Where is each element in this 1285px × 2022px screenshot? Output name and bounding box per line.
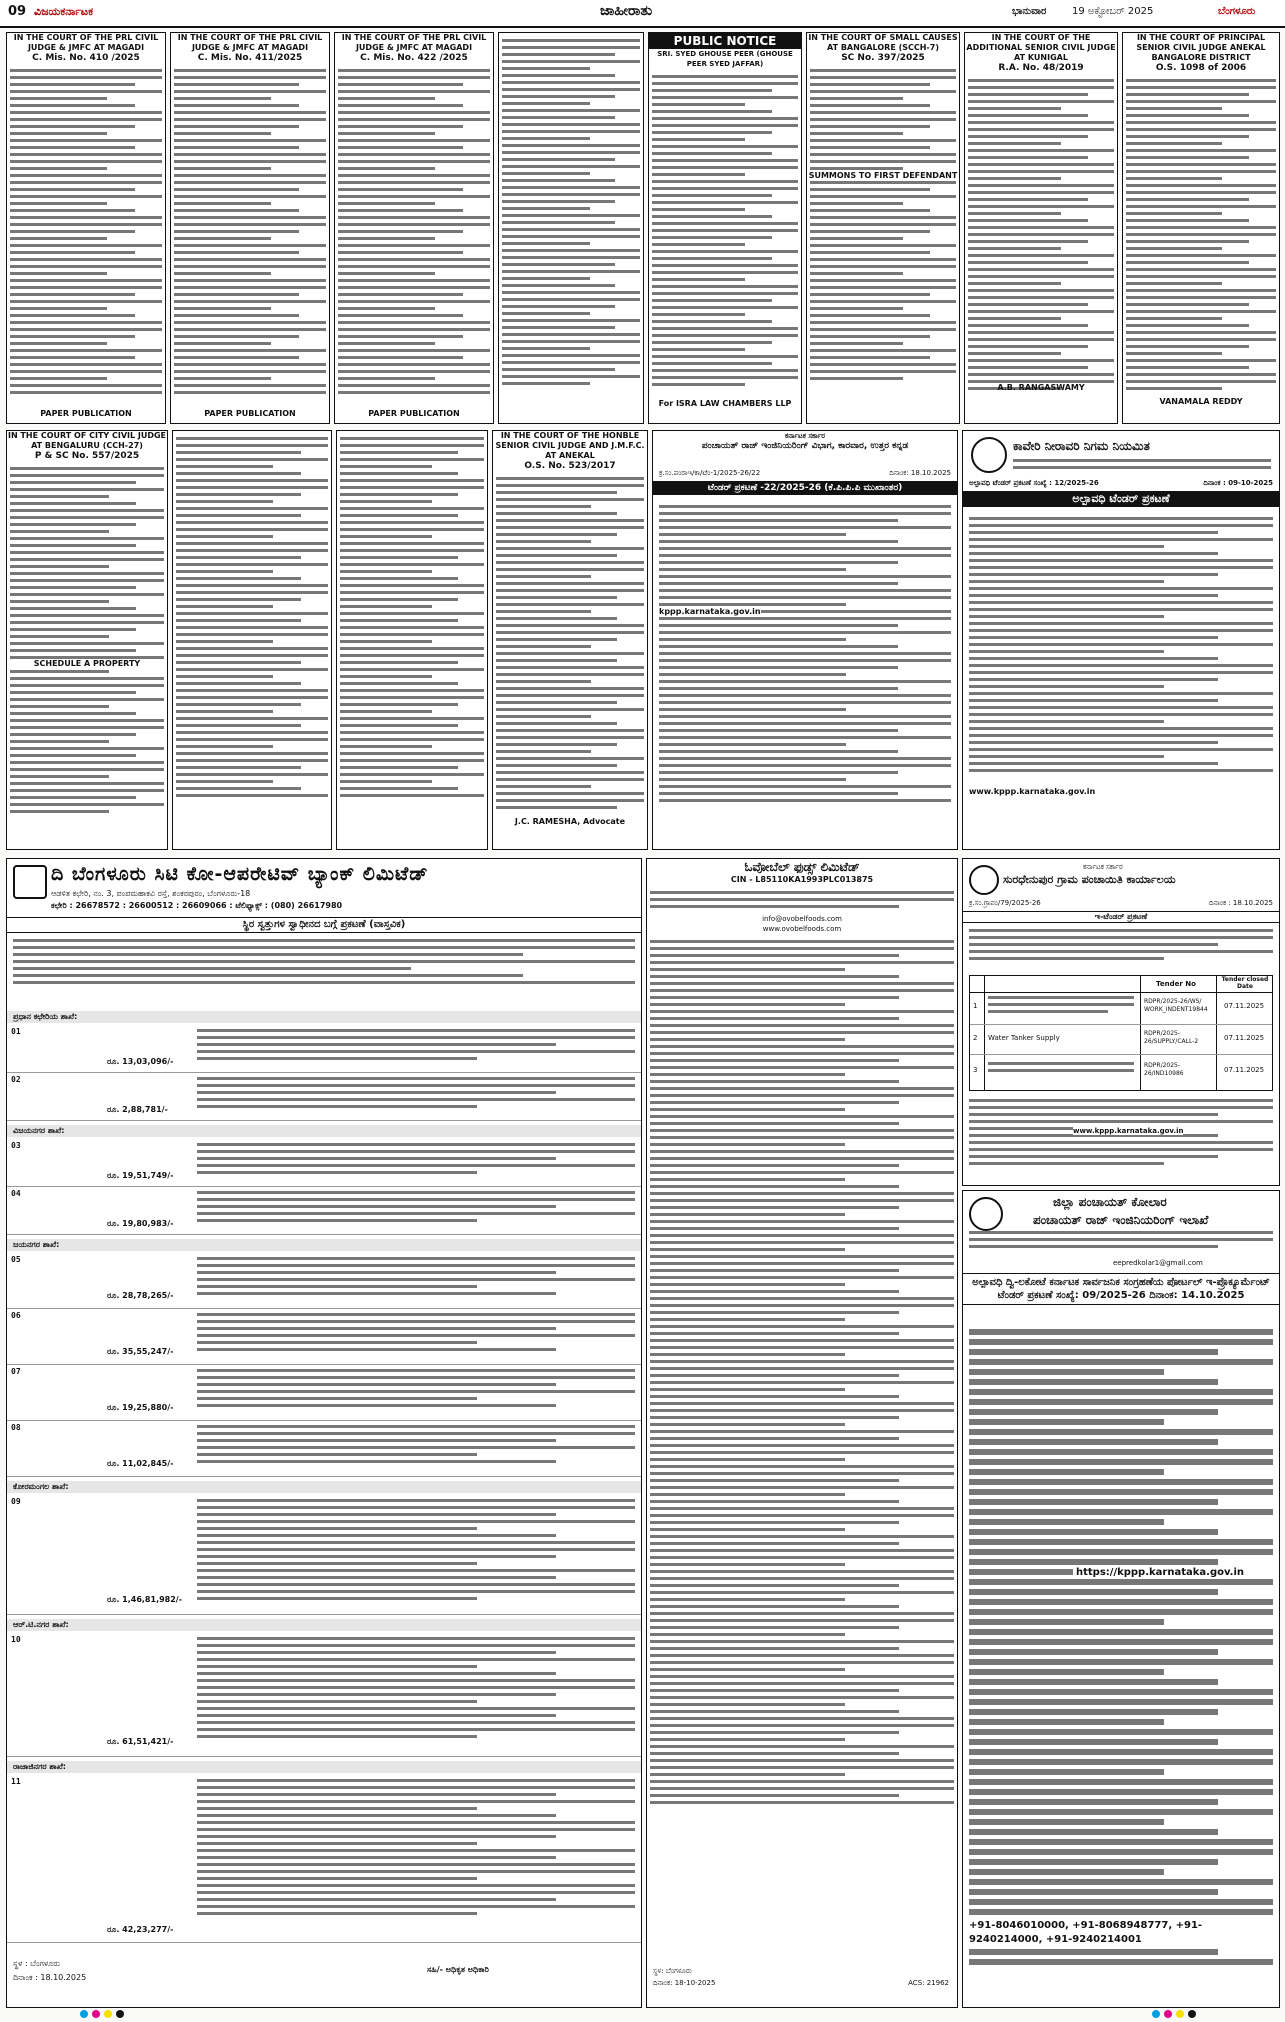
cauvery-date: ದಿನಾಂಕ : 09-10-2025 bbox=[1203, 479, 1273, 487]
tender-karwar bbox=[652, 430, 958, 850]
cauvery-body bbox=[969, 513, 1273, 776]
notice-footer: PAPER PUBLICATION bbox=[368, 409, 460, 418]
notice-body bbox=[493, 471, 647, 815]
bank-row: 04 ರೂ. 19,80,983/- bbox=[7, 1187, 641, 1235]
registration-marks bbox=[80, 2010, 1200, 2020]
cauvery-title: ಕಾವೇರಿ ನೀರಾವರಿ ನಿಗಮ ನಿಯಮಿತ bbox=[1013, 439, 1150, 453]
kolar-district: ಜಿಲ್ಲಾ ಪಂಚಾಯತ್ ಕೋಲಾರ bbox=[1053, 1195, 1167, 1209]
branch-header-vijayanagar: ವಿಜಯನಗರ ಶಾಖೆ: bbox=[7, 1125, 641, 1137]
notice-case: P & SC No. 557/2025 bbox=[34, 451, 140, 461]
notice-case: O.S. No. 523/2017 bbox=[524, 461, 616, 471]
bank-row: 02 ರೂ. 2,88,781/- bbox=[7, 1073, 641, 1121]
tender-dept: ಪಂಚಾಯತ್ ರಾಜ್ ಇಂಜಿನಿಯರಿಂಗ್ ವಿಭಾಗ, ಕಾರವಾರ, ಉತ್ತರ ಕನ್ನಡ bbox=[701, 441, 909, 451]
bank-row: 11 ರೂ. 42,23,277/- bbox=[7, 1775, 641, 1943]
gram-heading: ಇ-ಟೆಂಡರ್ ಪ್ರಕಟಣೆ bbox=[963, 911, 1279, 923]
notice-title: IN THE COURT OF THE PRL CIVIL JUDGE & JMFC AT MAGADI bbox=[341, 33, 487, 52]
ovobel-place: ಸ್ಥಳ: ಬೆಂಗಳೂರು bbox=[653, 1967, 692, 1975]
notice-case: C. Mis. No. 410 /2025 bbox=[32, 53, 140, 63]
notice-title: IN THE COURT OF SMALL CAUSES AT BANGALORE (SCCH-7) bbox=[808, 33, 958, 52]
ovobel-email[interactable]: info@ovobelfoods.com bbox=[762, 915, 842, 923]
notice-magadi-410 bbox=[6, 32, 166, 424]
branch-header-koramangala: ಕೋರಮಂಗಲ ಶಾಖೆ: bbox=[7, 1481, 641, 1493]
gram-col-tender: Tender No bbox=[1156, 980, 1196, 988]
notice-title: IN THE COURT OF THE PRL CIVIL JUDGE & JMFC AT MAGADI bbox=[13, 33, 159, 52]
notice-body bbox=[335, 63, 493, 400]
bank-address: ಆಡಳಿತ ಕಛೇರಿ, ನಂ. 3, ಪಂಪಮಹಾಕವಿ ರಸ್ತೆ, ಶಂಕರಪುರಂ, ಬೆಂಗಳೂರು-18 bbox=[51, 889, 251, 898]
notice-body bbox=[7, 63, 165, 400]
notice-magadi-411 bbox=[170, 32, 330, 424]
notice-footer: A.B. RANGASWAMY bbox=[997, 383, 1085, 392]
paper-name: ವಿಜಯಕರ್ನಾಟಕ bbox=[34, 5, 94, 18]
ovobel-date: ದಿನಾಂಕ: 18-10-2025 bbox=[653, 1979, 716, 1987]
gram-date: ದಿನಾಂಕ : 18.10.2025 bbox=[1208, 899, 1273, 907]
masthead bbox=[0, 0, 1285, 28]
bank-row: 01 ರೂ. 13,03,096/- bbox=[7, 1025, 641, 1073]
bank-row: 05 ರೂ. 28,78,265/- bbox=[7, 1253, 641, 1309]
notice-case: C. Mis. No. 422 /2025 bbox=[360, 53, 468, 63]
ovobel-web[interactable]: www.ovobelfoods.com bbox=[762, 925, 842, 933]
notice-body bbox=[337, 431, 487, 803]
bank-possession-notice bbox=[6, 858, 642, 2008]
branch-header-jayanagar: ಜಯನಗರ ಶಾಖೆ: bbox=[7, 1239, 641, 1251]
notice-title: IN THE COURT OF THE ADDITIONAL SENIOR CIVIL JUDGE AT KUNIGAL bbox=[966, 33, 1116, 62]
gram-col-date: Tender closed Date bbox=[1221, 976, 1269, 990]
notice-title: IN THE COURT OF CITY CIVIL JUDGE AT BENGALURU (CCH-27) bbox=[7, 431, 167, 450]
gram-intro bbox=[969, 925, 1273, 964]
tender-date: ದಿನಾಂಕ: 18.10.2025 bbox=[889, 469, 951, 477]
notice-case: SC No. 397/2025 bbox=[841, 53, 925, 63]
notice-body bbox=[7, 461, 167, 819]
notice-title: IN THE COURT OF PRINCIPAL SENIOR CIVIL JUDGE ANEKAL BANGALORE DISTRICT bbox=[1136, 33, 1266, 62]
gram-row: 3 RDPR/2025-26/IND10986 07.11.2025 bbox=[973, 1062, 1265, 1077]
notice-title: IN THE COURT OF THE PRL CIVIL JUDGE & JMFC AT MAGADI bbox=[177, 33, 323, 52]
kolar-email[interactable]: eepredkolar1@gmail.com bbox=[1113, 1259, 1203, 1267]
kolar-body bbox=[969, 1325, 1273, 1969]
tender-kolar bbox=[962, 1190, 1280, 2008]
ovobel-body bbox=[647, 934, 957, 1810]
notice-body bbox=[499, 33, 643, 391]
gram-title: ಸುರಧೇನುಪುರ ಗ್ರಾಮ ಪಂಚಾಯಿತಿ ಕಾರ್ಯಾಲಯ bbox=[1003, 873, 1176, 886]
ovobel-code: ACS: 21962 bbox=[908, 1979, 949, 1987]
bank-logo-icon bbox=[13, 865, 47, 899]
bank-heading: ಸ್ಥಿರ ಸ್ವತ್ತುಗಳ ಸ್ವಾಧೀನದ ಬಗ್ಗೆ ಪ್ರಕಟಣೆ (ವಾಸ್ತವಿಕ) bbox=[7, 917, 641, 933]
kolar-notice: ಅಲ್ಪಾವಧಿ ದ್ವಿ-ಲಕೋಟೆ ಕರ್ನಾಟಕ ಸಾರ್ವಜನಿಕ ಸಂಗ್ರಹಣೆಯ ಪೋರ್ಟಲ್ ಇ-ಪ್ರೊಕ್ಯೂರ್ಮೆಂಟ್ ಟೆಂಡರ್ ಪ್ರಕಟಣೆ ಸಂಖ್ಯೆ: 09/2025-26 ದಿನಾಂಕ: 14.10.2025 bbox=[963, 1273, 1279, 1305]
bank-signature: ಸಹಿ/- ಅಧಿಕೃತ ಅಧಿಕಾರಿ bbox=[427, 1965, 489, 1974]
gram-header: ಕರ್ನಾಟಕ ಸರ್ಕಾರ bbox=[1083, 863, 1123, 871]
bank-row: 10 ರೂ. 61,51,421/- bbox=[7, 1633, 641, 1757]
notice-body bbox=[171, 63, 329, 400]
tender-cauvery bbox=[962, 430, 1280, 850]
gram-table bbox=[969, 975, 1273, 1091]
notice-body bbox=[965, 73, 1117, 396]
gram-logo-icon bbox=[969, 865, 999, 895]
tender-body bbox=[659, 501, 951, 806]
gram-website[interactable]: www.kppp.karnataka.gov.in bbox=[1073, 1127, 1184, 1135]
notice-title: IN THE COURT OF THE HONBLE SENIOR CIVIL JUDGE AND J.M.F.C. AT ANEKAL bbox=[495, 431, 645, 460]
notice-small-causes bbox=[806, 32, 960, 424]
gram-ref: ಕ್ರ.ಸಂ.ಗ್ರಾಪಂ/79/2025-26 bbox=[969, 899, 1041, 907]
notice-case: C. Mis. No. 411/2025 bbox=[197, 53, 303, 63]
tender-header: ಕರ್ನಾಟಕ ಸರ್ಕಾರ bbox=[785, 432, 825, 440]
notice-kannada-column-2 bbox=[172, 430, 332, 850]
notice-footer: VANAMALA REDDY bbox=[1159, 397, 1243, 406]
notice-title: PUBLIC NOTICE bbox=[649, 33, 801, 49]
bank-row: 03 ರೂ. 19,51,749/- bbox=[7, 1139, 641, 1187]
cauvery-address bbox=[1013, 455, 1271, 473]
kolar-dept: ಪಂಚಾಯತ್ ರಾಜ್ ಇಂಜಿನಿಯರಿಂಗ್ ಇಲಾಖೆ bbox=[1033, 1213, 1209, 1227]
bank-phones: ಕಛೇರಿ : 26678572 : 26600512 : 26609066 : ಟೆಲಿಫ್ಯಾಕ್ಸ್ : (080) 26617980 bbox=[51, 901, 343, 910]
gram-row: 2 Water Tanker Supply RDPR/2025-26/SUPPLY/CALL-2 07.11.2025 bbox=[970, 1024, 1272, 1055]
bank-row: 06 ರೂ. 35,55,247/- bbox=[7, 1309, 641, 1365]
notice-footer: SCHEDULE A PROPERTY bbox=[7, 659, 167, 669]
ovobel-address bbox=[647, 885, 957, 914]
notice-case: O.S. 1098 of 2006 bbox=[1155, 63, 1247, 73]
tender-suradhenupura bbox=[962, 858, 1280, 1186]
cauvery-notice-no: ಅಲ್ಪಾವಧಿ ಟೆಂಡರ್ ಪ್ರಕಟಣೆ ಸಂಖ್ಯೆ : 12/2025-26 bbox=[969, 479, 1099, 487]
bank-row: 08 ರೂ. 11,02,845/- bbox=[7, 1421, 641, 1477]
notice-case: SRI. SYED GHOUSE PEER (GHOUSE PEER SYED JAFFAR) bbox=[657, 50, 793, 68]
notice-anekal-523 bbox=[492, 430, 648, 850]
kolar-phones: +91-8046010000, +91-8068948777, +91-9240214000, +91-9240214001 bbox=[969, 1919, 1273, 1947]
bank-title: ದಿ ಬೆಂಗಳೂರು ಸಿಟಿ ಕೋ-ಆಪರೇಟಿವ್ ಬ್ಯಾಂಕ್ ಲಿಮಿಟೆಡ್ bbox=[51, 863, 429, 885]
bank-date: ದಿನಾಂಕ : 18.10.2025 bbox=[13, 1973, 87, 1982]
cauvery-heading: ಅಲ್ಪಾವಧಿ ಟೆಂಡರ್ ಪ್ರಕಟಣೆ bbox=[963, 491, 1279, 507]
section-title: ಜಾಹೀರಾತು bbox=[600, 3, 653, 19]
notice-footer: PAPER PUBLICATION bbox=[204, 409, 296, 418]
kolar-address bbox=[969, 1227, 1273, 1252]
branch-header-rt-nagar: ಆರ್.ಟಿ.ನಗರ ಶಾಖೆ: bbox=[7, 1619, 641, 1631]
notice-magadi-422 bbox=[334, 32, 494, 424]
branch-header-rajajinagar: ರಾಜಾಜಿನಗರ ಶಾಖೆ: bbox=[7, 1761, 641, 1773]
notice-ovobel-foods bbox=[646, 858, 958, 2008]
page-number: 09 bbox=[8, 4, 27, 19]
notice-footer: SUMMONS TO FIRST DEFENDANT bbox=[808, 171, 958, 180]
tender-website[interactable]: kppp.karnataka.gov.in bbox=[659, 607, 761, 616]
masthead-date: 19 ಅಕ್ಟೋಬರ್ 2025 bbox=[1072, 6, 1154, 17]
ovobel-cin: CIN - L85110KA1993PLC013875 bbox=[730, 875, 874, 884]
notice-case: R.A. No. 48/2019 bbox=[998, 63, 1084, 73]
kolar-website[interactable]: https://kppp.karnataka.gov.in bbox=[1073, 1567, 1247, 1578]
notice-body bbox=[173, 431, 331, 803]
bank-row: 09 ರೂ. 1,46,81,982/- bbox=[7, 1495, 641, 1615]
tender-notice-no: ಟೆಂಡರ್ ಪ್ರಕಟಣೆ -22/2025-26 (ಕೆ.ಪಿ.ಪಿ.ಪಿ ಮುಖಾಂತರ) bbox=[653, 481, 957, 495]
notice-body bbox=[649, 69, 801, 392]
notice-city-civil-cch27 bbox=[6, 430, 168, 850]
gram-row: 1 RDPR/2025-26/WS/ WORK_INDENT19844 07.11.2025 bbox=[970, 992, 1272, 1025]
notice-anekal-1098 bbox=[1122, 32, 1280, 424]
notice-kunigal bbox=[964, 32, 1118, 424]
notice-footer: PAPER PUBLICATION bbox=[40, 409, 132, 418]
bank-place: ಸ್ಥಳ : ಬೆಂಗಳೂರು bbox=[13, 1959, 61, 1968]
tender-ref: ಕ್ರ.ಸಂ.ಪಂರಾಇ/ಕಾ/ಟೆಂ-1/2025-26/22 bbox=[659, 469, 761, 477]
ovobel-title: ಓವೋಬೆಲ್ ಫುಡ್ಸ್ ಲಿಮಿಟೆಡ್ bbox=[744, 860, 860, 874]
notice-kannada-column-1 bbox=[498, 32, 644, 424]
notice-footer: J.C. RAMESHA, Advocate bbox=[514, 817, 626, 826]
bank-row: 07 ರೂ. 19,25,880/- bbox=[7, 1365, 641, 1421]
notice-kannada-column-3 bbox=[336, 430, 488, 850]
notice-footer: For ISRA LAW CHAMBERS LLP bbox=[658, 399, 792, 408]
kolar-logo-icon bbox=[969, 1197, 1003, 1231]
notice-public bbox=[648, 32, 802, 424]
branch-header-head-office: ಪ್ರಧಾನ ಕಛೇರಿಯ ಶಾಖೆ: bbox=[7, 1011, 641, 1023]
bank-intro bbox=[13, 935, 635, 988]
masthead-city: ಬೆಂಗಳೂರು bbox=[1218, 6, 1256, 17]
cauvery-logo-icon bbox=[971, 437, 1007, 473]
notice-body bbox=[807, 63, 959, 386]
notice-body bbox=[1123, 73, 1279, 396]
cauvery-website[interactable]: www.kppp.karnataka.gov.in bbox=[969, 787, 1096, 796]
masthead-day: ಭಾನುವಾರ bbox=[1012, 6, 1047, 17]
